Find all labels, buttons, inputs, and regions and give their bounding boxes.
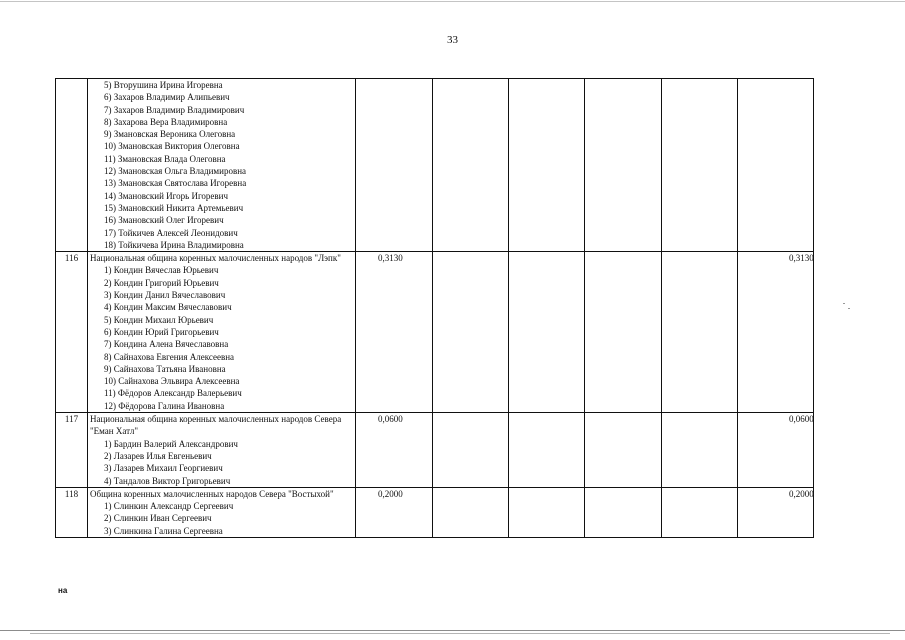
- table-row: [56, 487, 814, 537]
- empty-cell: [433, 413, 509, 488]
- member-name: 16) Змановский Олег Игоревич: [104, 215, 224, 226]
- empty-cell: [433, 79, 509, 252]
- member-name: 6) Захаров Владимир Алипьевич: [104, 92, 230, 103]
- organization-cell: [88, 252, 356, 413]
- empty-cell: [585, 79, 662, 252]
- empty-cell: [509, 487, 585, 537]
- row-number: 116: [56, 252, 88, 413]
- total-value: 0,2000: [738, 487, 814, 537]
- member-name: 6) Кондин Юрий Григорьевич: [104, 326, 219, 337]
- member-name: 8) Сайнахова Евгения Алексеевна: [104, 351, 235, 362]
- member-name: 8) Захарова Вера Владимировна: [104, 116, 228, 127]
- member-name: 9) Сайнахова Татьяна Ивановна: [104, 363, 226, 374]
- scan-speck: [843, 303, 845, 304]
- member-name: 1) Бардин Валерий Александрович: [104, 438, 238, 449]
- member-list: [88, 264, 355, 412]
- member-list: [88, 438, 355, 487]
- empty-cell: [433, 487, 509, 537]
- member-name: 11) Фёдоров Александр Валерьевич: [104, 388, 242, 399]
- member-name: 3) Слинкина Галина Сергеевна: [104, 525, 223, 536]
- empty-cell: [585, 487, 662, 537]
- empty-cell: [662, 413, 738, 488]
- member-name: 7) Захаров Владимир Владимирович: [104, 104, 245, 115]
- member-name: 5) Вторушина Ирина Игоревна: [104, 80, 223, 90]
- scan-edge-top: [0, 1, 905, 2]
- footnote: на: [58, 586, 68, 595]
- member-name: 7) Кондина Алена Вячеславовна: [104, 339, 229, 350]
- area-value: 0,0600: [356, 413, 433, 488]
- member-name: 2) Слинкин Иван Сергеевич: [104, 513, 212, 524]
- empty-cell: [662, 487, 738, 537]
- empty-cell: [509, 252, 585, 413]
- member-name: 18) Тойкичева Ирина Владимировна: [104, 239, 244, 250]
- row-number: [56, 79, 88, 252]
- page-number: 33: [447, 34, 458, 46]
- area-value: 0,2000: [356, 487, 433, 537]
- member-name: 3) Лазарев Михаил Георгиевич: [104, 463, 223, 474]
- member-name: 4) Тандалов Виктор Григорьевич: [104, 475, 231, 486]
- member-name: 9) Змановская Вероника Олеговна: [104, 129, 236, 140]
- member-name: 10) Сайнахова Эльвира Алексеевна: [104, 376, 240, 387]
- row-number: 117: [56, 413, 88, 488]
- organization-name: Национальная община коренных малочисленных народов Севера "Еман Хатл": [90, 414, 342, 437]
- member-name: 2) Кондин Григорий Юрьевич: [104, 277, 219, 288]
- total-value: [738, 79, 814, 252]
- empty-cell: [509, 413, 585, 488]
- organization-cell: [88, 79, 356, 252]
- row-number: 118: [56, 487, 88, 537]
- member-name: 12) Фёдорова Галина Ивановна: [104, 400, 225, 411]
- member-name: 4) Кондин Максим Вячеславович: [104, 302, 232, 313]
- area-value: [356, 79, 433, 252]
- empty-cell: [509, 79, 585, 252]
- member-name: 1) Слинкин Александр Сергеевич: [104, 501, 234, 512]
- community-registry-table: [55, 78, 814, 538]
- member-name: 11) Змановская Влада Олеговна: [104, 153, 226, 164]
- table-row: [56, 413, 814, 488]
- table-row: [56, 252, 814, 413]
- total-value: 0,0600: [738, 413, 814, 488]
- member-name: 12) Змановская Ольга Владимировна: [104, 166, 247, 177]
- scan-speck: [848, 308, 850, 309]
- scan-edge-bottom: [0, 630, 905, 631]
- member-name: 15) Змановский Никита Артемьевич: [104, 202, 244, 213]
- organization-cell: [88, 413, 356, 488]
- member-name: 5) Кондин Михаил Юрьевич: [104, 314, 214, 325]
- member-name: 17) Тойкичев Алексей Леонидович: [104, 227, 238, 238]
- member-name: 14) Змановский Игорь Игоревич: [104, 190, 229, 201]
- member-name: 13) Змановская Святослава Игоревна: [104, 178, 247, 189]
- member-name: 10) Змановская Виктория Олеговна: [104, 141, 240, 152]
- table-row: [56, 79, 814, 252]
- member-name: 2) Лазарев Илья Евгеньевич: [104, 450, 212, 461]
- organization-name: Национальная община коренных малочисленных народов "Лэпк": [90, 253, 341, 264]
- member-name: 3) Кондин Данил Вячеславович: [104, 290, 226, 301]
- organization-cell: [88, 487, 356, 537]
- member-list: [88, 79, 355, 251]
- organization-name: Община коренных малочисленных народов Севера "Востыхой": [90, 488, 334, 499]
- table-body: [56, 79, 814, 538]
- empty-cell: [585, 413, 662, 488]
- member-name: 1) Кондин Вячеслав Юрьевич: [104, 265, 219, 276]
- empty-cell: [662, 252, 738, 413]
- empty-cell: [585, 252, 662, 413]
- empty-cell: [433, 252, 509, 413]
- scan-edge-bottom-2: [30, 633, 890, 634]
- total-value: 0,3130: [738, 252, 814, 413]
- member-list: [88, 500, 355, 537]
- empty-cell: [662, 79, 738, 252]
- area-value: 0,3130: [356, 252, 433, 413]
